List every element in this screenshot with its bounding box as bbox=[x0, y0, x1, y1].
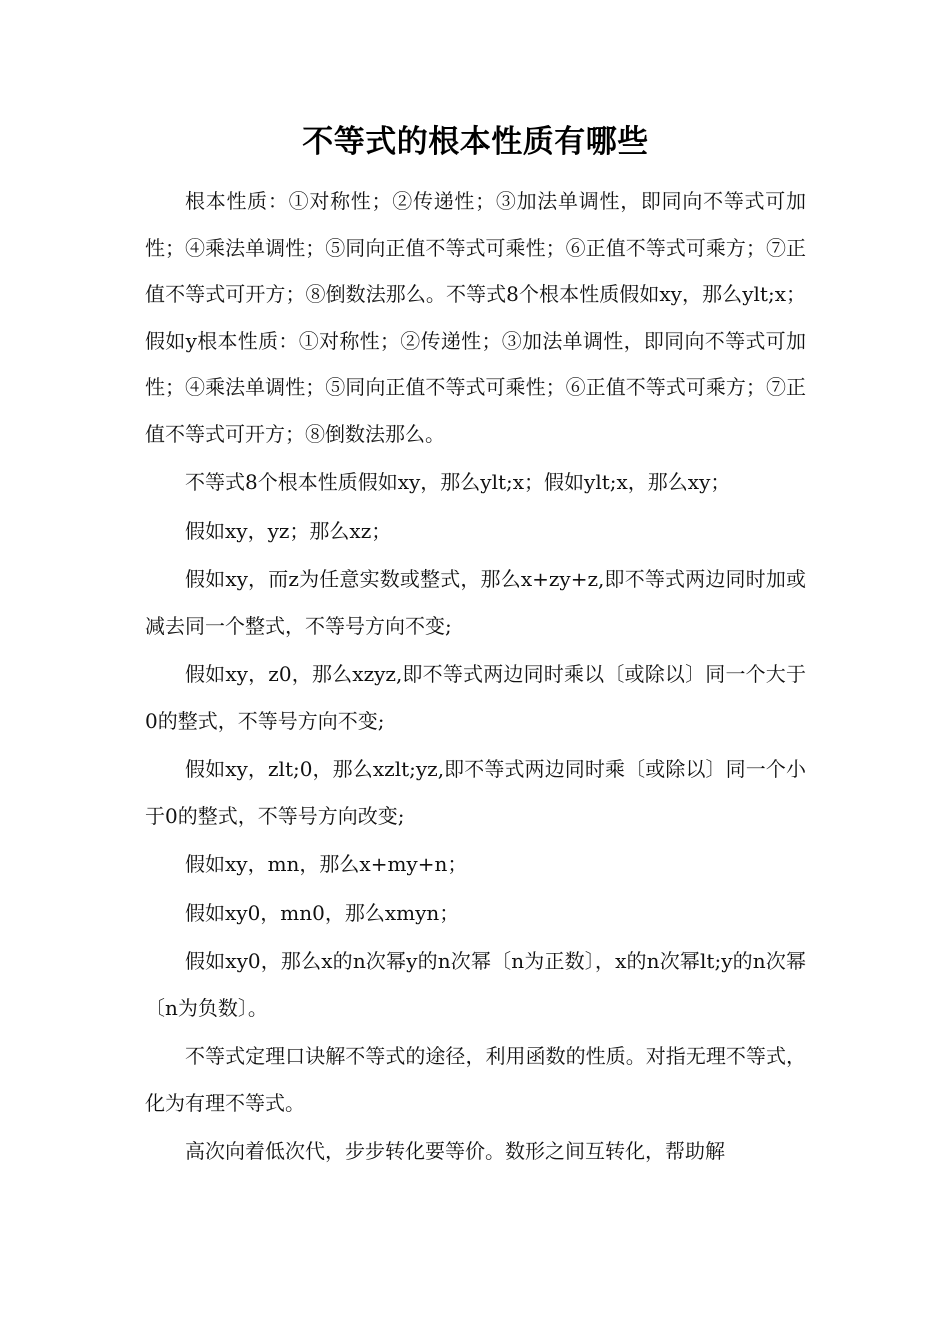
document-body bbox=[145, 116, 806, 1177]
paragraph-mnemonic-1: 不等式定理口诀解不等式的途径，利用函数的性质。对指无理不等式，化为有理不等式。 bbox=[145, 1044, 806, 1115]
paragraph-multiplicative-positive: 假如xy0，mn0，那么xmyn； bbox=[185, 900, 460, 925]
paragraph-multiply-negative: 假如xy，zlt;0，那么xzlt;yz,即不等式两边同时乘〔或除以〕同一个小于0的整式，不等号方向改变; bbox=[145, 757, 806, 828]
paragraph-transitivity: 假如xy，yz；那么xz； bbox=[185, 518, 392, 543]
paragraph-symmetry: 不等式8个根本性质假如xy，那么ylt;x；假如ylt;x，那么xy； bbox=[185, 470, 731, 494]
paragraph-powers: 假如xy0，那么x的n次幂y的n次幂〔n为正数〕，x的n次幂lt;y的n次幂〔n为负数〕。 bbox=[145, 949, 806, 1020]
document-title: 不等式的根本性质有哪些 bbox=[302, 124, 649, 160]
paragraph-addition: 假如xy，而z为任意实数或整式，那么x+zy+z,即不等式两边同时加或减去同一个整式，不等号方向不变; bbox=[145, 567, 806, 638]
paragraph-mnemonic-2: 高次向着低次代，步步转化要等价。数形之间互转化，帮助解 bbox=[185, 1139, 725, 1163]
paragraph-basic-properties: 根本性质：①对称性；②传递性；③加法单调性，即同向不等式可加性；④乘法单调性；⑤同向正值不等式可乘性；⑥正值不等式可乘方；⑦正值不等式可开方；⑧倒数法那么。不等式8个根本性质假如xy，那么ylt;x；假如y根本性质：①对称性；②传递性；③加法单调性，即同向不等式可加性；④乘法单调性；⑤同向正值不等式可乘性；⑥正值不等式可乘方；⑦正值不等式可开方；⑧倒数法那么。 bbox=[145, 189, 806, 446]
paragraph-additive-same-direction: 假如xy，mn，那么x+my+n； bbox=[185, 852, 468, 876]
paragraph-multiply-positive: 假如xy，z0，那么xzyz,即不等式两边同时乘以〔或除以〕同一个大于0的整式，不等号方向不变; bbox=[145, 662, 806, 733]
